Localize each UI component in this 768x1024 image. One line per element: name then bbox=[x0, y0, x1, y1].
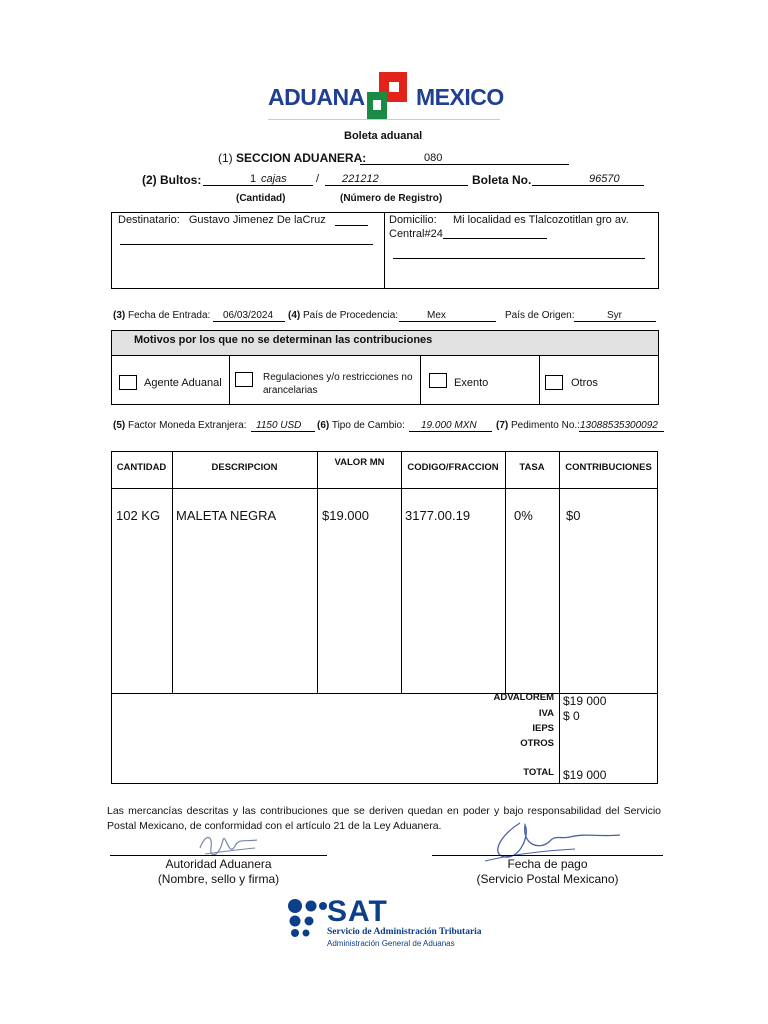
header-codigo: CODIGO/FRACCION bbox=[407, 462, 499, 473]
origen-underline bbox=[574, 321, 656, 322]
factor-underline bbox=[251, 431, 315, 432]
firma-left-sub: (Nombre, sello y firma) bbox=[157, 872, 280, 886]
pedimento-label: Pedimento No.: bbox=[511, 420, 580, 431]
row-tasa: 0% bbox=[514, 508, 533, 523]
header-cantidad: CANTIDAD bbox=[116, 462, 167, 473]
checkbox-regulaciones[interactable] bbox=[235, 372, 253, 387]
document-title: Boleta aduanal bbox=[344, 130, 423, 142]
col-sep-4 bbox=[505, 451, 506, 694]
signature-line-right bbox=[432, 855, 663, 856]
boleta-label: Boleta No. bbox=[472, 173, 532, 187]
domicilio-value-2: Central#24 bbox=[389, 228, 443, 240]
signature-line-left bbox=[110, 855, 327, 856]
label-otros: Otros bbox=[571, 377, 598, 389]
total-value-iva: $ 0 bbox=[563, 709, 580, 723]
label-agente-aduanal: Agente Aduanal bbox=[144, 377, 222, 389]
fecha-underline bbox=[213, 321, 285, 322]
destinatario-divider bbox=[384, 212, 385, 289]
factor-value: 1150 USD bbox=[256, 420, 302, 431]
sat-dots-icon bbox=[285, 896, 329, 940]
pedimento bbox=[496, 420, 580, 431]
logo-underline bbox=[268, 119, 500, 120]
seccion-underline bbox=[360, 164, 569, 165]
pedimento-value: 13088535300092 bbox=[580, 420, 658, 431]
motivos-divider-3 bbox=[539, 355, 540, 405]
domicilio-underline-2 bbox=[393, 258, 645, 259]
label-exento: Exento bbox=[454, 377, 489, 389]
total-value-total: $19 000 bbox=[563, 768, 607, 782]
seccion-value: 080 bbox=[424, 152, 443, 164]
header-valor: VALOR MN bbox=[334, 457, 385, 468]
header-tasa: TASA bbox=[519, 462, 545, 473]
registro-underline bbox=[325, 185, 468, 186]
factor-label: Factor Moneda Extranjera: bbox=[128, 420, 247, 431]
total-label-total: TOTAL bbox=[523, 767, 554, 778]
fecha-label: Fecha de Entrada: bbox=[128, 310, 211, 321]
row-valor: $19.000 bbox=[322, 508, 369, 523]
table-header-line bbox=[111, 488, 658, 489]
pedimento-underline bbox=[579, 431, 664, 432]
bultos-label: (2) Bultos: bbox=[142, 173, 202, 187]
pais-procedencia bbox=[288, 310, 398, 321]
tipo-label: Tipo de Cambio: bbox=[331, 420, 405, 431]
row-contribuciones: $0 bbox=[566, 508, 581, 523]
boleta-underline bbox=[532, 185, 644, 186]
logo-mark bbox=[365, 70, 411, 122]
header-contribuciones: CONTRIBUCIONES bbox=[565, 462, 652, 473]
aduana-mexico-logo bbox=[268, 70, 504, 122]
fecha-value: 06/03/2024 bbox=[223, 310, 274, 321]
logo-text-left: ADUANA bbox=[268, 84, 365, 110]
sat-line2: Administración General de Aduanas bbox=[327, 939, 455, 948]
row-descripcion: MALETA NEGRA bbox=[176, 508, 277, 523]
destinatario-underline-2 bbox=[120, 244, 373, 245]
origen-value: Syr bbox=[607, 310, 622, 321]
total-label-advalorem: ADVALOREM bbox=[493, 692, 554, 703]
row-cantidad: 102 KG bbox=[116, 508, 161, 523]
checkbox-otros[interactable] bbox=[545, 375, 563, 390]
domicilio-value-1: Mi localidad es Tlalcozotitlan gro av. bbox=[453, 214, 629, 226]
label-regulaciones: Regulaciones y/o restricciones no arancelarias bbox=[263, 372, 413, 396]
sublabel-registro: (Número de Registro) bbox=[340, 193, 443, 204]
col-sep-2 bbox=[317, 451, 318, 694]
fecha-num: (3) bbox=[113, 310, 126, 321]
factor-num: (5) bbox=[113, 420, 126, 431]
pais-value: Mex bbox=[427, 310, 446, 321]
total-value-advalorem: $19 000 bbox=[563, 694, 607, 708]
pedimento-num: (7) bbox=[496, 420, 509, 431]
firma-left-title: Autoridad Aduanera bbox=[165, 857, 272, 871]
firma-right-sub: (Servicio Postal Mexicano) bbox=[476, 872, 619, 886]
domicilio-underline-1 bbox=[443, 238, 547, 239]
motivos-divider-1 bbox=[229, 355, 230, 405]
bultos-unidad: cajas bbox=[261, 173, 287, 185]
row-codigo: 3177.00.19 bbox=[405, 508, 471, 523]
seccion-num: (1) bbox=[218, 151, 233, 165]
motivos-header-text: Motivos por los que no se determinan las contribuciones bbox=[134, 334, 433, 346]
firma-right-title: Fecha de pago bbox=[507, 857, 588, 871]
seccion-aduanera bbox=[218, 151, 366, 165]
pais-underline bbox=[399, 321, 496, 322]
bultos-underline bbox=[203, 185, 313, 186]
bultos-cantidad: 1 bbox=[250, 173, 257, 185]
seccion-label: SECCION ADUANERA: bbox=[236, 151, 367, 165]
sat-name: SAT bbox=[327, 895, 388, 928]
col-sep-1 bbox=[172, 451, 173, 694]
origen-label: País de Origen: bbox=[505, 310, 575, 321]
bultos-sep: / bbox=[316, 173, 320, 185]
destinatario-field bbox=[118, 214, 326, 226]
sublabel-cantidad: (Cantidad) bbox=[236, 193, 286, 204]
pais-label: País de Procedencia: bbox=[303, 310, 399, 321]
sat-line1: Servicio de Administración Tributaria bbox=[327, 927, 482, 937]
fecha-entrada bbox=[113, 310, 210, 321]
checkbox-agente-aduanal[interactable] bbox=[119, 375, 137, 390]
destinatario-value: Gustavo Jimenez De laCruz bbox=[188, 214, 326, 226]
tipo-num: (6) bbox=[317, 420, 330, 431]
tipo-cambio bbox=[317, 420, 405, 431]
col-sep-3 bbox=[401, 451, 402, 694]
destinatario-label: Destinatario: bbox=[118, 214, 180, 226]
domicilio-label: Domicilio: bbox=[389, 214, 437, 226]
total-label-otros: OTROS bbox=[520, 738, 554, 749]
boleta-value: 96570 bbox=[589, 173, 620, 185]
header-descripcion: DESCRIPCION bbox=[211, 462, 278, 473]
pais-num: (4) bbox=[288, 310, 301, 321]
legal-text: Las mercancías descritas y las contribuciones que se deriven quedan en poder y bajo responsabilidad del Servicio Postal Mexicano, de conformidad con el artículo 21 de la Ley Aduanera. bbox=[107, 805, 661, 832]
checkbox-exento[interactable] bbox=[429, 373, 447, 388]
tipo-value: 19.000 MXN bbox=[421, 420, 477, 431]
items-table bbox=[111, 451, 658, 784]
bultos-registro: 221212 bbox=[342, 173, 379, 185]
total-label-iva: IVA bbox=[538, 708, 554, 719]
col-sep-5 bbox=[559, 451, 560, 784]
tipo-underline bbox=[409, 431, 492, 432]
destinatario-underline-1 bbox=[335, 225, 368, 226]
logo-text-right: MEXICO bbox=[416, 84, 504, 110]
total-label-ieps: IEPS bbox=[532, 723, 554, 734]
factor-moneda bbox=[113, 420, 246, 431]
